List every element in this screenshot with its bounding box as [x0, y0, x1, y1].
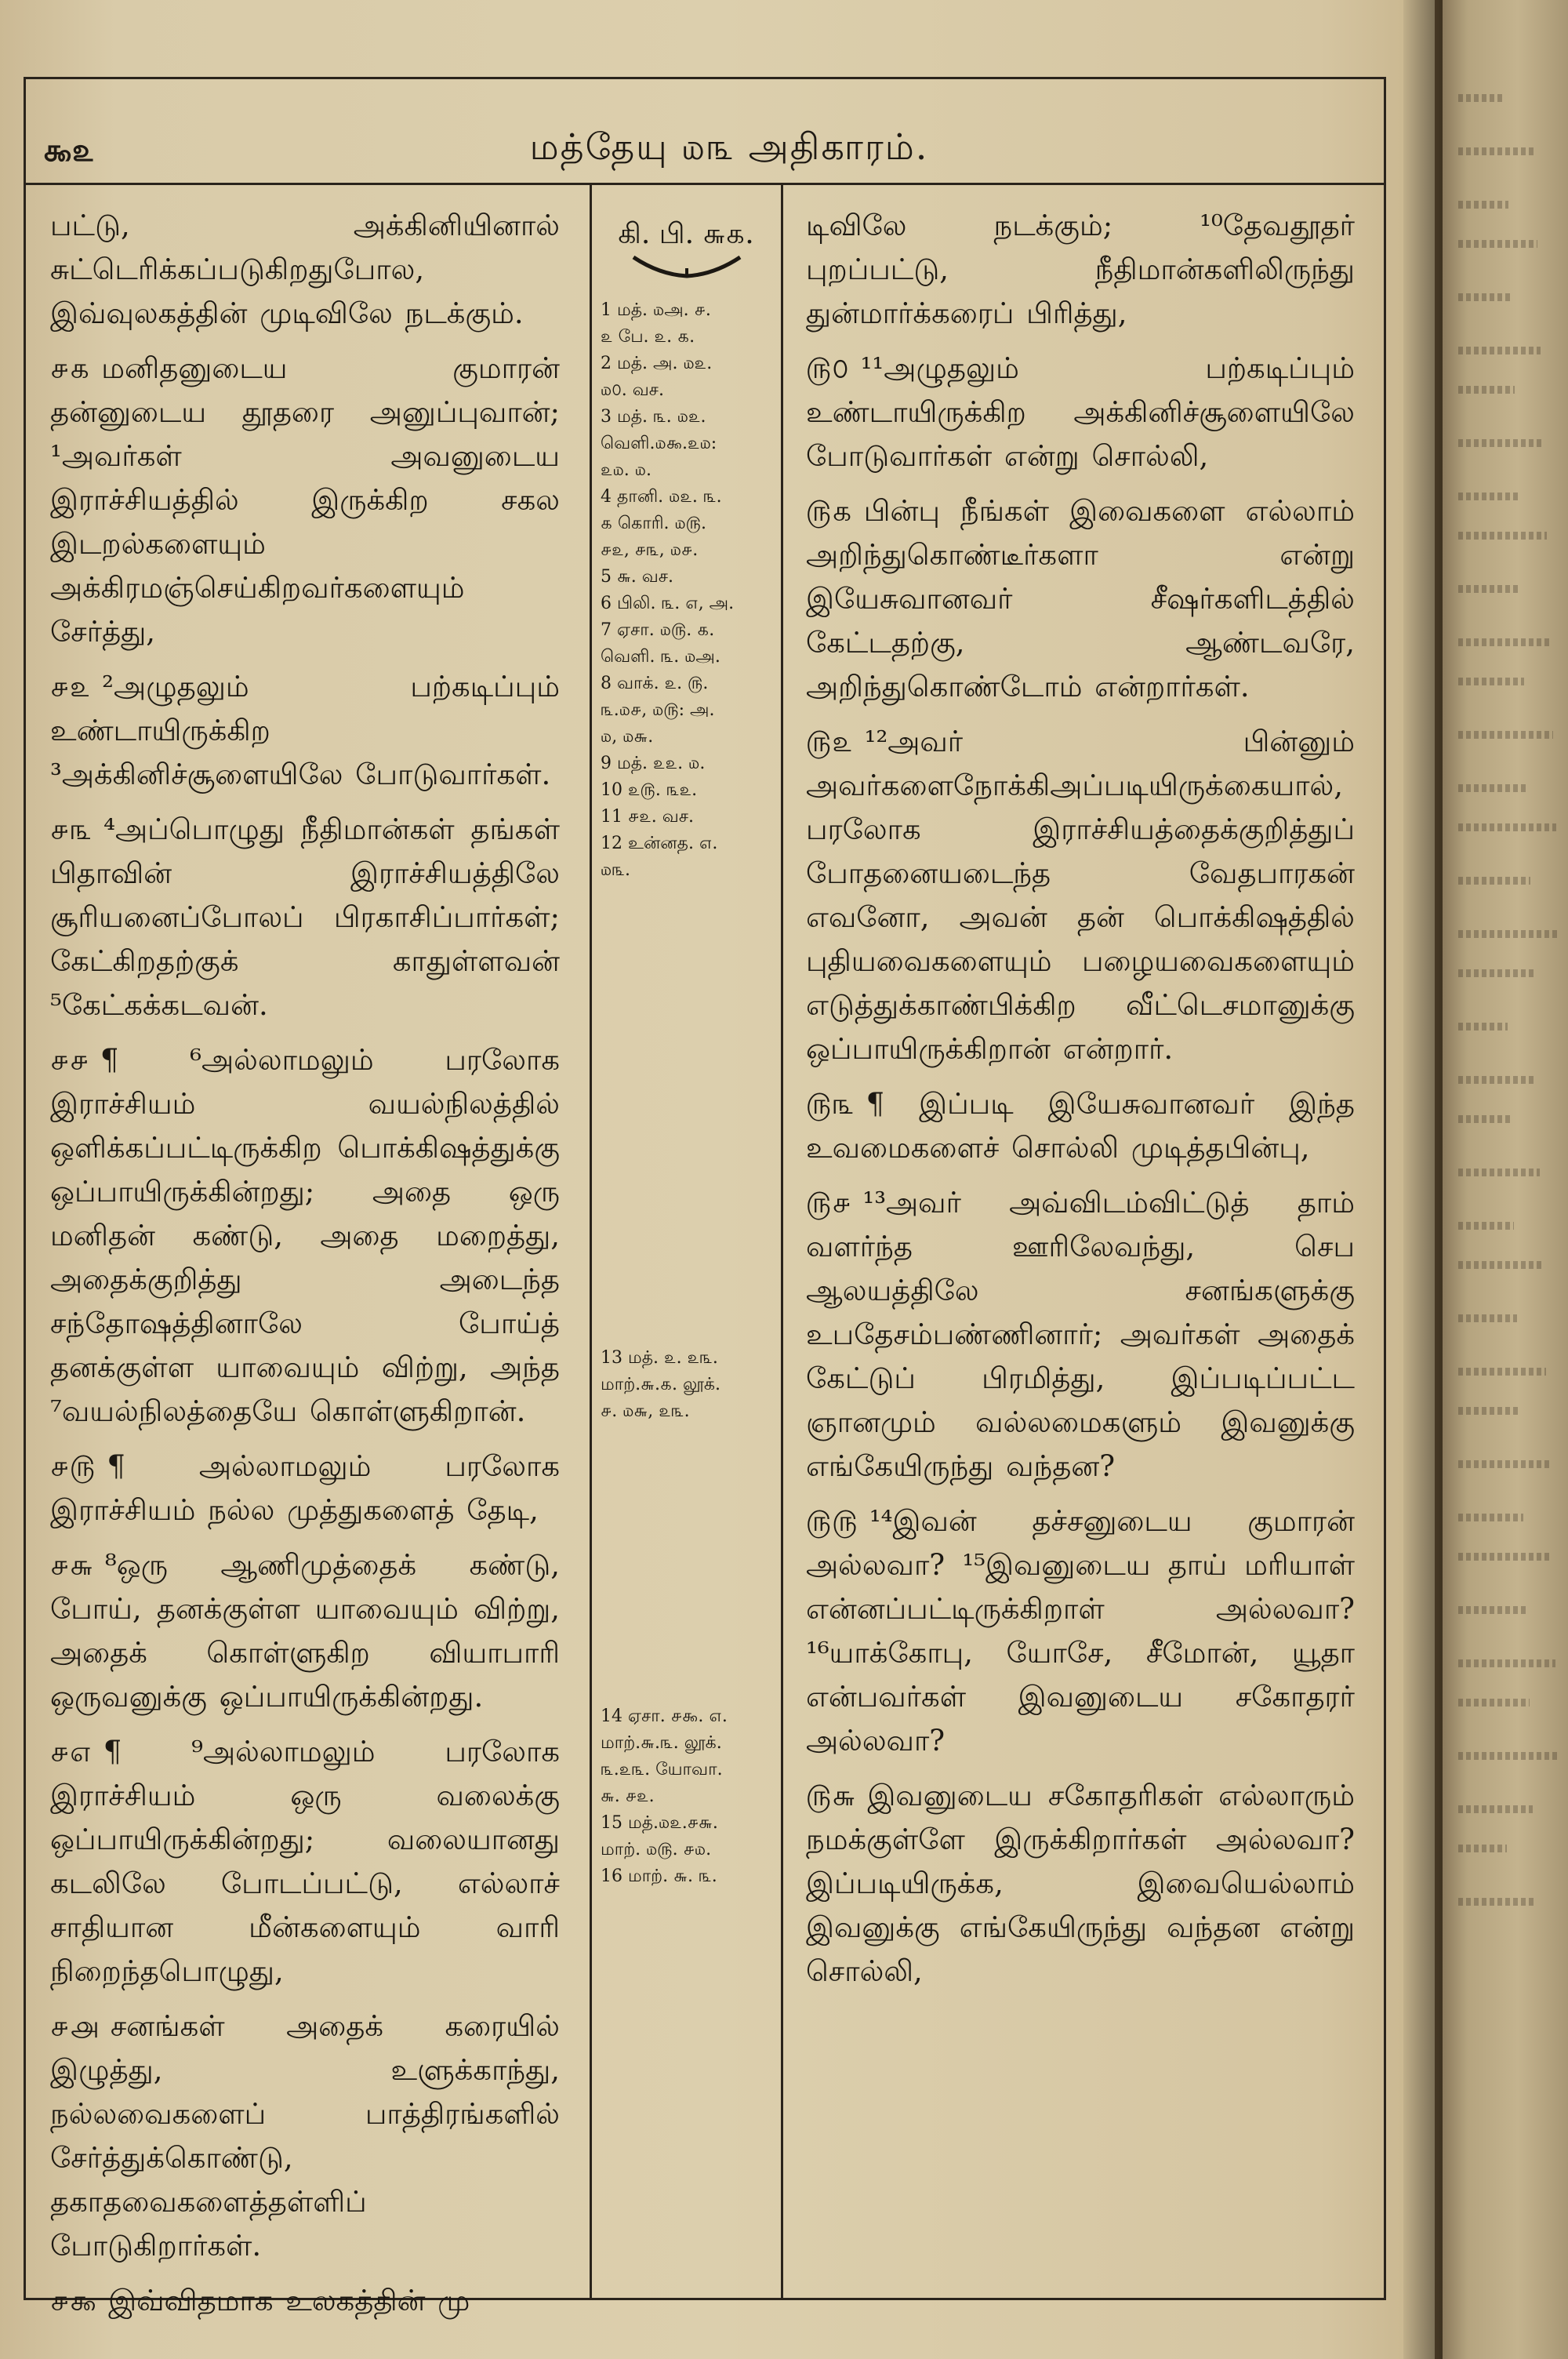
column-rule-right [781, 185, 783, 2300]
verse-number: ௫௪ [806, 1186, 852, 1219]
verse-text: ¶ ⁹அல்லாமலும் பரலோக இராச்சியம் ஒரு வலைக்கு ஒப்பாயிருக்கின்றது; வலையானது கடலிலே போடப்பட்டு, எல்லாச் சாதியான மீன்களையும் வாரி நிறைந்தபொழுது, [50, 1735, 560, 1988]
facing-page-text-line [1458, 293, 1512, 301]
facing-page-text-line [1458, 439, 1544, 447]
verse-paragraph [50, 2279, 560, 2323]
cross-reference: மாற். ௰௫. ௪௰. [601, 1840, 712, 1859]
cross-reference: வெளி.௰௯.௨௰: [601, 434, 717, 453]
verse-paragraph [50, 204, 560, 336]
verse-number: ௪௬ [50, 1548, 94, 1582]
cross-reference: ௪௨, ௪௩, ௰௪. [601, 540, 699, 560]
facing-page-text-line [1458, 347, 1541, 354]
margin-ref-group-1 [601, 300, 771, 886]
facing-page-text-line [1458, 1553, 1552, 1561]
facing-page-text-line [1458, 877, 1530, 885]
cross-reference: 3 மத். ௩. ௰௨. [601, 407, 706, 427]
verse-number: ௪௧ [50, 351, 91, 385]
verse-paragraph [50, 347, 560, 654]
cross-reference: 10 ௨௫. ௩௨. [601, 780, 698, 800]
cross-reference: 13 மத். ௨. ௨௩. [601, 1348, 718, 1368]
verse-paragraph [50, 1038, 560, 1434]
cross-reference: 15 மத்.௰௨.௪௬. [601, 1813, 718, 1833]
verse-paragraph [806, 1499, 1355, 1763]
verse-text: ¶ இப்படி இயேசுவானவர் இந்த உவமைகளைச் சொல்லி முடித்தபின்பு, [806, 1087, 1355, 1165]
verse-text: இவ்விதமாக உலகத்தின் மு [108, 2284, 470, 2317]
cross-reference: ௨ பே. ௨. ௧. [601, 327, 695, 347]
facing-page-text-line [1458, 1076, 1537, 1084]
cross-reference: ௰, ௰௬. [601, 727, 654, 747]
verse-number: ௪௫ [50, 1449, 96, 1483]
facing-page-text-line [1458, 1023, 1508, 1030]
facing-page-text-line [1458, 532, 1547, 540]
facing-page-text-line [1458, 1169, 1540, 1176]
cross-reference: 7 ஏசா. ௰௫. ௧. [601, 620, 715, 640]
facing-page-text-line [1458, 147, 1534, 155]
verse-paragraph [806, 489, 1355, 709]
cross-reference: ௩.௰௪, ௰௫: அ. [601, 700, 715, 720]
facing-page-text-line [1458, 1407, 1520, 1415]
verse-paragraph [50, 1445, 560, 1532]
verse-text: சனங்கள் அதைக் கரையில் இழுத்து, உளுக்காந்து, நல்லவைகளைப் பாத்திரங்களில் சேர்த்துக்கொண்டு, தகாதவைகளைத்தள்ளிப் போடுகிறார்கள். [50, 2009, 560, 2263]
margin-year-title: கி. பி. ௬௧. [618, 218, 754, 250]
facing-page-text-line [1458, 823, 1556, 831]
right-text-column [806, 204, 1355, 2005]
verse-number: ௪௯ [50, 2284, 98, 2317]
verse-number: ௫௩ [806, 1087, 855, 1121]
column-rule-left [590, 185, 592, 2300]
verse-paragraph [806, 204, 1355, 336]
ornament-brace-icon [632, 251, 742, 282]
verse-text: டிவிலே நடக்கும்; ¹⁰தேவதூதர் புறப்பட்டு, நீதிமான்களிலிருந்து துன்மார்க்கரைப் பிரித்து, [806, 209, 1355, 330]
margin-ref-group-3 [601, 1706, 771, 1892]
cross-reference: ௪. ௰௬, ௨௩. [601, 1401, 690, 1421]
facing-page-text-line [1458, 1606, 1526, 1614]
facing-page-text-line [1458, 1898, 1536, 1906]
verse-text: ⁸ஒரு ஆணிமுத்தைக் கண்டு, போய், தனக்குள்ள யாவையும் விற்று, அதைக் கொள்ளுகிற வியாபாரி ஒருவனுக்கு ஒப்பாயிருக்கின்றது. [50, 1548, 560, 1714]
facing-page-text-line [1458, 240, 1537, 248]
facing-page-text-line [1458, 1115, 1511, 1123]
facing-page-text-line [1458, 678, 1524, 685]
facing-page-text-line [1458, 1514, 1523, 1521]
verse-paragraph [806, 347, 1355, 478]
verse-number: ௪௮ [50, 2009, 100, 2043]
cross-reference: ௨௰. ௰. [601, 460, 652, 480]
verse-text: ¹¹அழுதலும் பற்கடிப்பும் உண்டாயிருக்கிற அக்கினிச்சூளையிலே போடுவார்கள் என்று சொல்லி, [806, 351, 1355, 473]
cross-reference: மாற்.௬.௧. லூக். [601, 1375, 720, 1394]
facing-page-text-line [1458, 1845, 1507, 1852]
facing-page-text-line [1458, 493, 1518, 500]
cross-reference: ௧ கொரி. ௰௫. [601, 514, 707, 533]
facing-page-text-line [1458, 1752, 1559, 1760]
facing-page-text-line [1458, 1368, 1546, 1376]
cross-reference: 8 வாக். ௨. ௫. [601, 674, 709, 693]
verse-text: ¹³அவர் அவ்விடம்விட்டுத் தாம் வளர்ந்த ஊரிலேவந்து, செப ஆலயத்திலே சனங்களுக்கு உபதேசம்பண்ணினார்; அவர்கள் அதைக் கேட்டுப் பிரமித்து, இப்படிப்பட்ட ஞானமும் வல்லமைகளும் இவனுக்கு எங்கேயிருந்து வந்தன? [806, 1186, 1355, 1483]
facing-page-text-line [1458, 784, 1527, 792]
facing-page-text-line [1458, 585, 1521, 593]
facing-page-text-line [1458, 1805, 1533, 1813]
facing-page-text-line [1458, 1314, 1517, 1322]
facing-page-text-line [1458, 731, 1553, 739]
facing-page-text-line [1458, 969, 1534, 977]
facing-page-text-line [1458, 1222, 1514, 1230]
cross-reference: 2 மத். அ. ௰௨. [601, 354, 713, 373]
verse-paragraph [50, 665, 560, 797]
verse-number: ௫௧ [806, 494, 853, 528]
facing-page-text-line [1458, 1659, 1555, 1667]
verse-text: ¹²அவர் பின்னும் அவர்களைநோக்கிஅப்படியிருக்கையால், பரலோக இராச்சியத்தைக்குறித்துப் போதனையடைந்த வேதபாரகன் எவனோ, அவன் தன் பொக்கிஷத்தில் புதியவைகளையும் பழையவைகளையும் எடுத்துக்காண்பிக்கிற வீட்டெசமானுக்கு ஒப்பாயிருக்கிறான் என்றார். [806, 725, 1355, 1066]
facing-page-text-line [1458, 1261, 1543, 1269]
verse-number: ௫௨ [806, 725, 854, 758]
verse-paragraph [806, 1774, 1355, 1994]
cross-reference: 16 மாற். ௬. ௩. [601, 1866, 717, 1886]
verse-text: ²அழுதலும் பற்கடிப்பும் உண்டாயிருக்கிற ³அக்கினிச்சூளையிலே போடுவார்கள். [50, 670, 560, 791]
running-head: மத்தேயு ௰௩ அதிகாரம். [529, 125, 929, 168]
cross-reference: வெளி. ௩. ௰அ. [601, 647, 720, 667]
verse-number: ௫௬ [806, 1779, 857, 1812]
cross-reference: ௬. ௪௨. [601, 1787, 655, 1806]
verse-number: ௪௭ [50, 1735, 93, 1768]
verse-paragraph [50, 808, 560, 1027]
verse-text: பின்பு நீங்கள் இவைகளை எல்லாம் அறிந்துகொண்டீர்களா என்று இயேசுவானவர் சீஷர்களிடத்தில் கேட்டதற்கு, ஆண்டவரே, அறிந்துகொண்டோம் என்றார்கள். [806, 494, 1355, 703]
cross-reference: ௰௦. வச. [601, 380, 664, 400]
verse-paragraph [806, 1181, 1355, 1488]
verse-number: ௪௪ [50, 1043, 89, 1077]
verse-number: ௫௫ [806, 1504, 858, 1538]
verse-text: இவனுடைய சகோதரிகள் எல்லாரும் நமக்குள்ளே இருக்கிறார்கள் அல்லவா? இப்படியிருக்க, இவையெல்லாம் இவனுக்கு எங்கேயிருந்து வந்தன என்று சொல்லி, [806, 1779, 1355, 1988]
verse-number: ௫௦ [806, 351, 850, 385]
page-number: ௯௨ [43, 132, 95, 169]
margin-ref-group-2 [601, 1347, 771, 1427]
facing-page-text-line [1458, 201, 1508, 209]
cross-reference: 11 ௪௨. வச. [601, 807, 695, 827]
margin-references [601, 0, 771, 2353]
facing-page-text-line [1458, 386, 1515, 394]
cross-reference: ௩.௨௩. யோவா. [601, 1760, 723, 1779]
cross-reference: மாற்.௬.௩. லூக். [601, 1733, 722, 1753]
cross-reference: ௰௩. [601, 860, 630, 880]
cross-reference: 12 உன்னத. ௭. [601, 834, 718, 853]
cross-reference: 5 ௬. வச. [601, 567, 674, 587]
cross-reference: 4 தானி. ௰௨. ௩. [601, 487, 722, 507]
cross-reference: 9 மத். ௨௨. ௰. [601, 754, 706, 773]
verse-text: ¶ அல்லாமலும் பரலோக இராச்சியம் நல்ல முத்துகளைத் தேடி, [50, 1449, 560, 1527]
verse-paragraph [50, 1730, 560, 1994]
verse-number: ௪௩ [50, 812, 93, 846]
left-text-column [50, 204, 560, 2334]
verse-paragraph [50, 1543, 560, 1719]
verse-text: பட்டு, அக்கினியினால் சுட்டெரிக்கப்படுகிறதுபோல, இவ்வுலகத்தின் முடிவிலே நடக்கும். [50, 209, 560, 330]
verse-text: ¶ ⁶அல்லாமலும் பரலோக இராச்சியம் வயல்நிலத்தில் ஒளிக்கப்பட்டிருக்கிற பொக்கிஷத்துக்கு ஒப்பாயிருக்கின்றது; அதை ஒரு மனிதன் கண்டு, அதை மறைத்து, அதைக்குறித்து அடைந்த சந்தோஷத்தினாலே போய்த் தனக்குள்ள யாவையும் விற்று, அந்த ⁷வயல்நிலத்தையே கொள்ளுகிறான். [50, 1043, 560, 1428]
verse-number: ௪௨ [50, 670, 92, 703]
facing-page-text-line [1458, 1460, 1549, 1468]
verse-paragraph [50, 2005, 560, 2268]
facing-page-text-line [1458, 638, 1550, 646]
book-gutter-shadow [1403, 0, 1443, 2359]
cross-reference: 1 மத். ௰அ. ௪. [601, 300, 711, 320]
verse-text: ⁴அப்பொழுது நீதிமான்கள் தங்கள் பிதாவின் இராச்சியத்திலே சூரியனைப்போலப் பிரகாசிப்பார்கள்; கேட்கிறதற்குக் காதுள்ளவன் ⁵கேட்கக்கடவன். [50, 812, 560, 1022]
verse-paragraph [806, 720, 1355, 1071]
verse-text: மனிதனுடைய குமாரன் தன்னுடைய தூதரை அனுப்புவான்; ¹அவர்கள் அவனுடைய இராச்சியத்தில் இருக்கிற சகல இடறல்களையும் அக்கிரமஞ்செய்கிறவர்களையும் சேர்த்து, [50, 351, 560, 649]
facing-page-text-line [1458, 1699, 1530, 1707]
verse-text: ¹⁴இவன் தச்சனுடைய குமாரன் அல்லவா? ¹⁵இவனுடைய தாய் மரியாள் என்னப்பட்டிருக்கிறாள் அல்லவா? ¹⁶யாக்கோபு, யோசே, சீமோன், யூதா என்பவர்கள் இவனுடைய சகோதரர் அல்லவா? [806, 1504, 1355, 1757]
cross-reference: 14 ஏசா. ௪௯. ௭. [601, 1707, 728, 1726]
verse-paragraph [806, 1082, 1355, 1170]
facing-page-edge [1443, 0, 1568, 2359]
cross-reference: 6 பிலி. ௩. ௭, அ. [601, 594, 735, 613]
facing-page-text-line [1458, 94, 1505, 102]
facing-page-text-line [1458, 930, 1559, 938]
